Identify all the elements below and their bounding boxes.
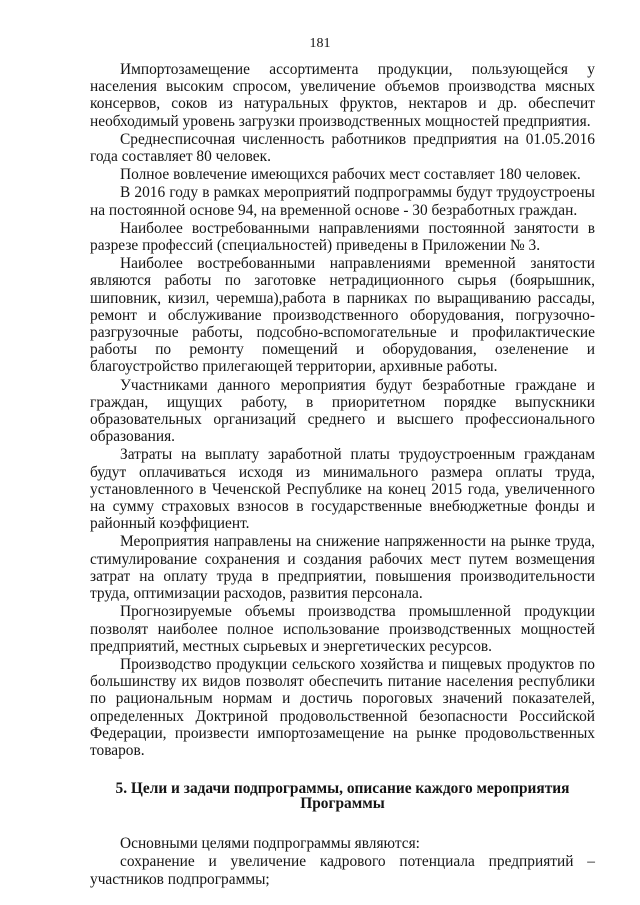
paragraph: Мероприятия направлены на снижение напряженности на рынке труда, стимулирование сохранения и создания рабочих мест путем возмещения затрат на оплату труда в предприятии, повышения производительности труда, оптимизации расходов, развития персонала. [90, 533, 595, 603]
paragraph: Производство продукции сельского хозяйства и пищевых продуктов по большинству их видов позволят обеспечить питание населения республики по рациональным нормам и достичь пороговых значений показателей, определенных Доктриной продовольственной безопасности Российской Федерации, произвести импортозамещение на рынке продовольственных товаров. [90, 655, 595, 759]
section-heading [90, 781, 595, 811]
paragraph: Наиболее востребованными направлениями постоянной занятости в разрезе профессий (специальностей) приведены в Приложении № 3. [90, 219, 595, 255]
paragraph: Полное вовлечение имеющихся рабочих мест составляет 180 человек. [120, 166, 581, 184]
paragraph: Основными целями подпрограммы являются: [120, 835, 420, 853]
paragraph: В 2016 году в рамках мероприятий подпрограммы будут трудоустроены на постоянной основе 94, на временной основе - 30 безработных граждан. [90, 184, 595, 219]
paragraph: Импортозамещение ассортимента продукции, пользующейся у населения высоким спросом, увеличение объемов производства мясных консервов, соков из натуральных фруктов, нектаров и др. обеспечит необходимый уровень загрузки производственных мощностей предприятия. [90, 61, 595, 130]
section-heading-line: Программы [300, 795, 385, 813]
paragraph: Участниками данного мероприятия будут безработные граждане и граждан, ищущих работу, в приоритетном порядке выпускники образовательных организаций среднего и высшего профессионального образования. [90, 376, 595, 446]
body-text [90, 61, 595, 888]
page-number: 181 [309, 36, 331, 51]
paragraph: Затраты на выплату заработной платы трудоустроенным гражданам будут оплачиваться исходя из минимального размера оплаты труда, установленного в Чеченской Республике на конец 2015 года, увеличенного на сумму страховых взносов в государственные внебюджетные фонды и районный коэффициент. [90, 446, 595, 533]
paragraph: Прогнозируемые объемы производства промышленной продукции позволят наиболее полное использование производственных мощностей предприятий, местных сырьевых и энергетических ресурсов. [90, 603, 595, 655]
paragraph: Наиболее востребованными направлениями временной занятости являются работы по заготовке нетрадиционного сырья (боярышник, шиповник, кизил, черемша),работа в парниках по выращиванию рассады, ремонт и обслуживание производственного оборудования, погрузочно-разгрузочные работы, подсобно-вспомогательные и профилактические работы по ремонту помещений и оборудования, озеленение и благоустройство прилегающей территории, архивные работы. [90, 255, 595, 376]
paragraph: сохранение и увеличение кадрового потенциала предприятий – участников подпрограммы; [90, 853, 595, 888]
paragraph: Среднесписочная численность работников предприятия на 01.05.2016 года составляет 80 человек. [90, 130, 595, 166]
section-heading-line: 5. Цели и задачи подпрограммы, описание каждого мероприятия [115, 780, 570, 798]
